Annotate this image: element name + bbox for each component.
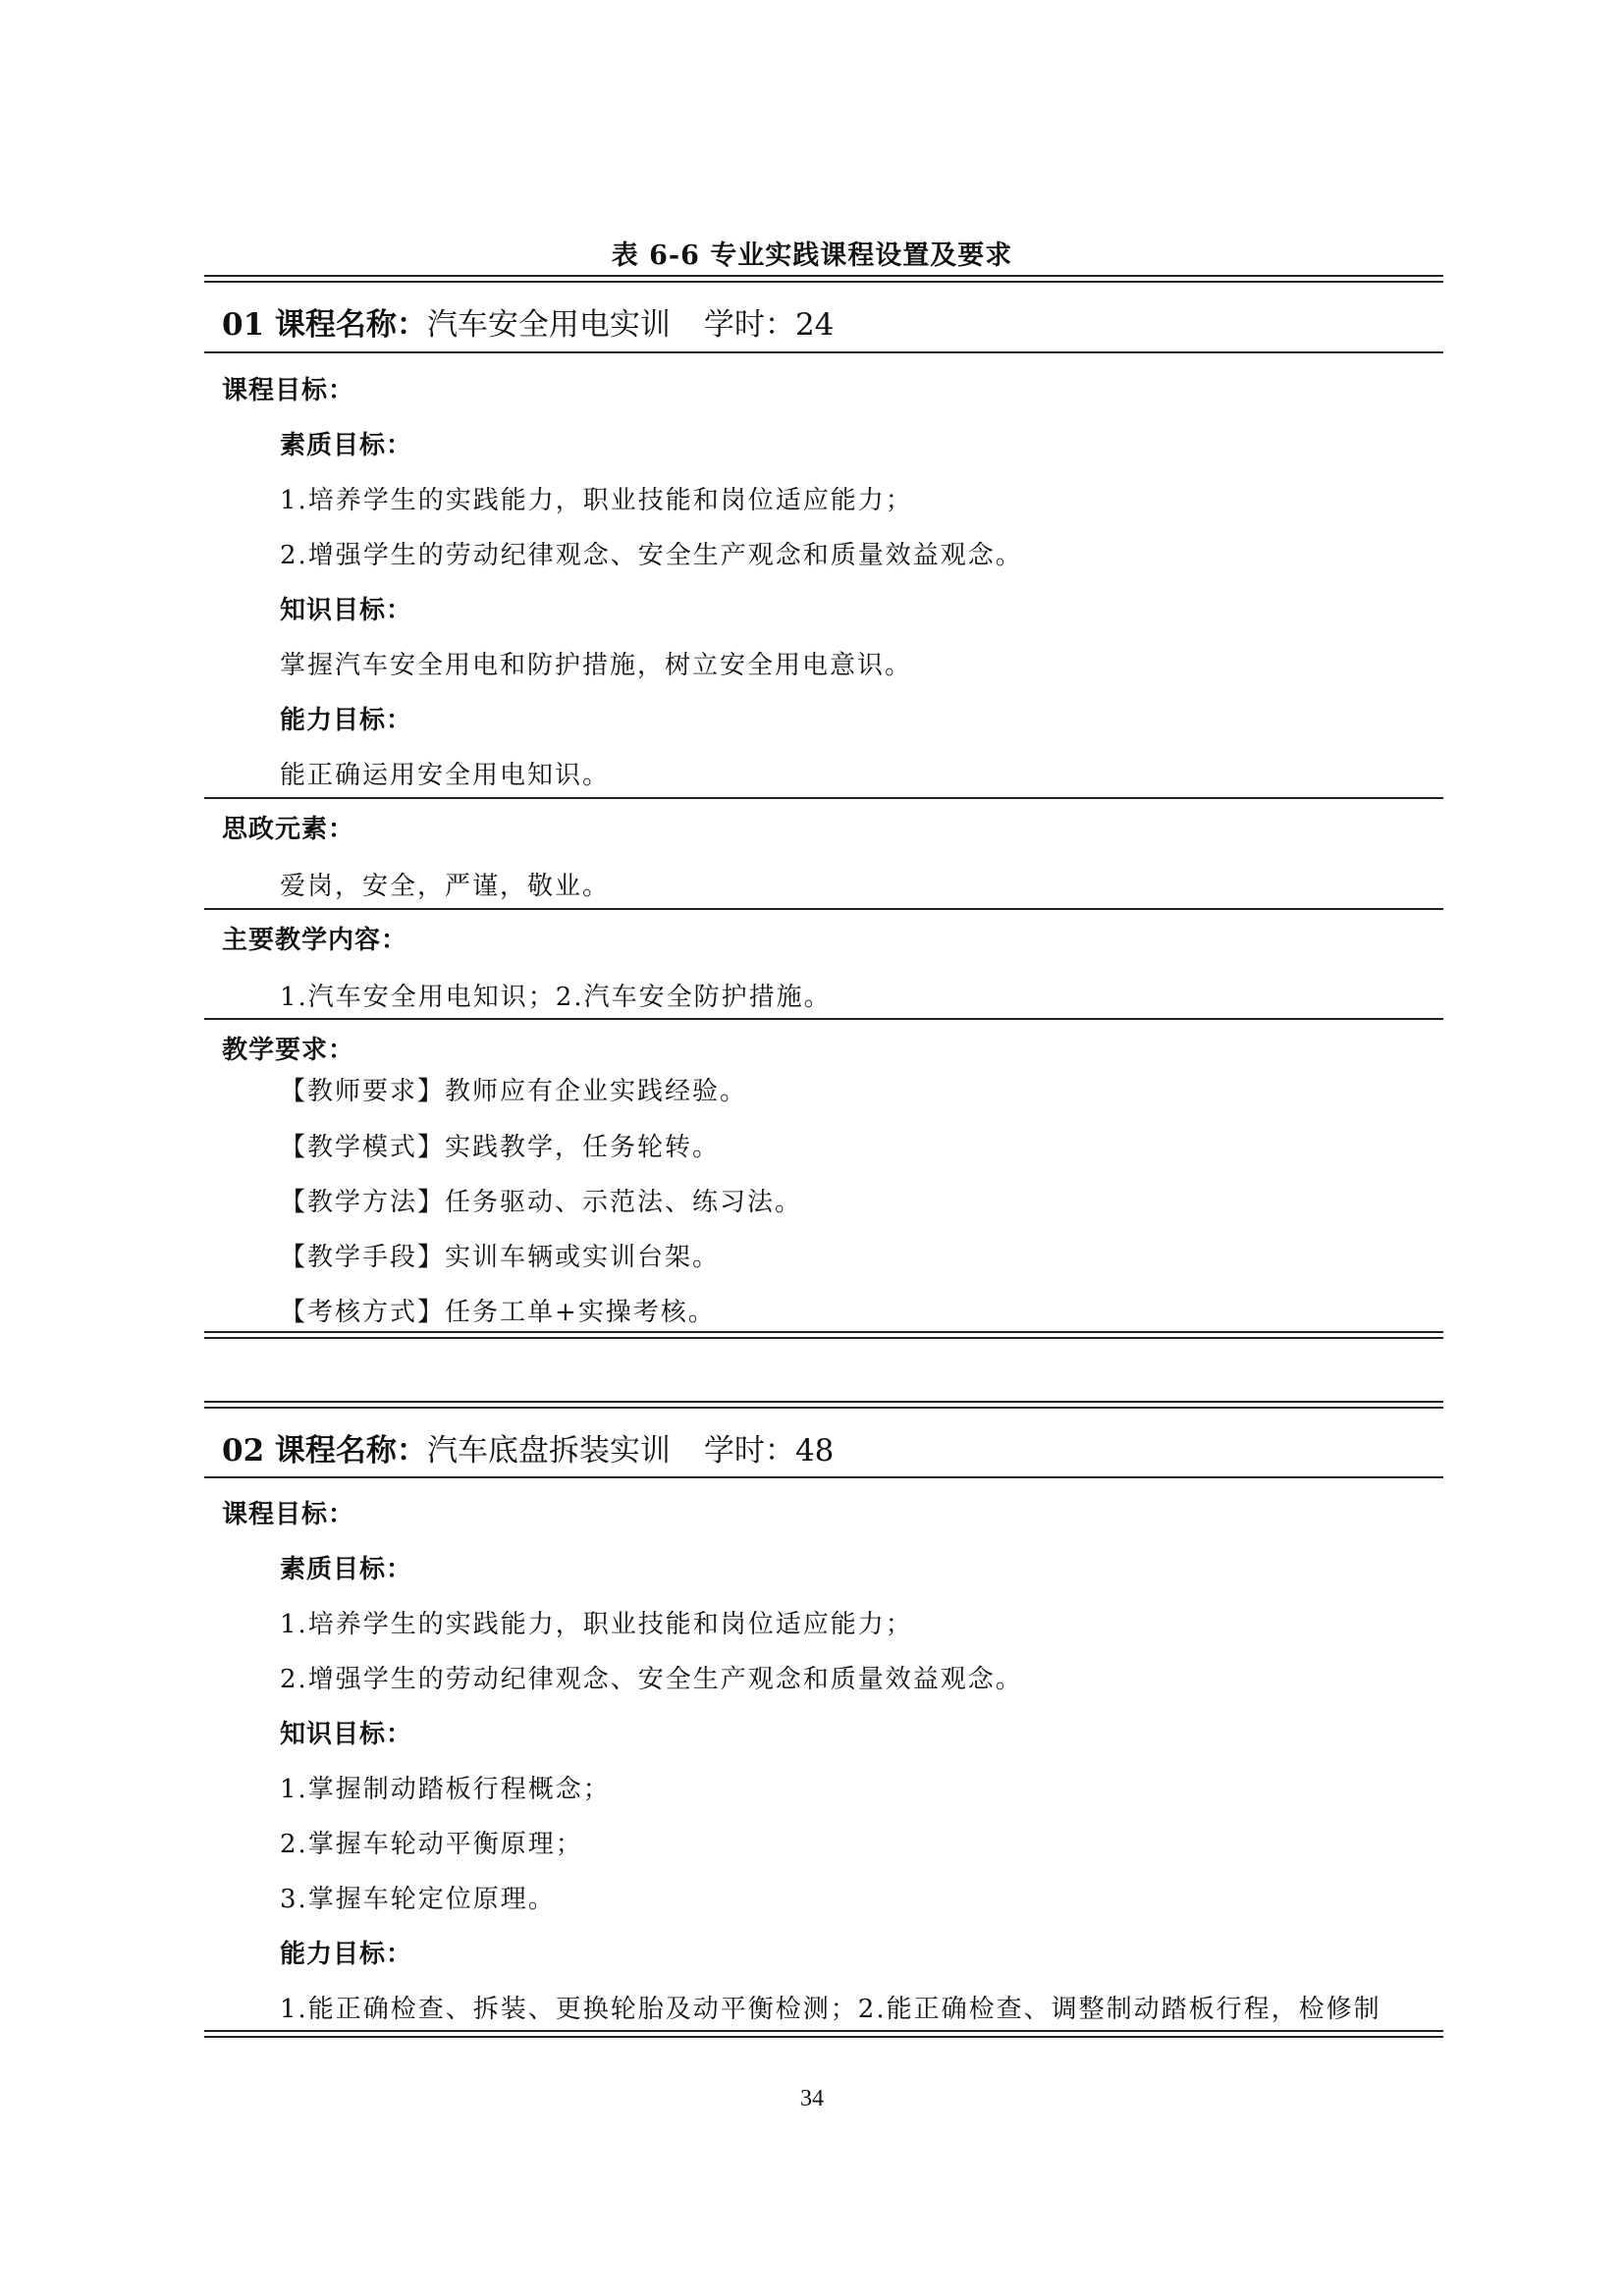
course-name-label: 01 课程名称： <box>222 307 427 343</box>
table-top-double-rule <box>204 275 1443 283</box>
ideology-heading: 思政元素： <box>222 815 355 844</box>
row-divider <box>204 1018 1443 1020</box>
course-hours: 48 <box>794 1433 835 1468</box>
course-hours-label: 学时： <box>703 307 795 343</box>
knowledge-heading: 知识目标： <box>280 596 413 625</box>
course-name: 汽车底盘拆装实训 <box>426 1433 671 1468</box>
course-name-label: 02 课程名称： <box>222 1433 427 1468</box>
requirement-item: 【教学手段】实训车辆或实训台架。 <box>280 1243 721 1272</box>
knowledge-item: 3.掌握车轮定位原理。 <box>280 1885 556 1914</box>
ability-heading: 能力目标： <box>280 1940 413 1969</box>
row-divider <box>204 908 1443 910</box>
ability-item: 1.能正确检查、拆装、更换轮胎及动平衡检测；2.能正确检查、调整制动踏板行程，检修制 <box>280 1995 1381 2024</box>
quality-item: 2.增强学生的劳动纪律观念、安全生产观念和质量效益观念。 <box>280 1665 1023 1694</box>
requirement-item: 【教学模式】实践教学，任务轮转。 <box>280 1133 721 1162</box>
requirement-item: 【考核方式】任务工单+实操考核。 <box>280 1298 716 1327</box>
table-title: 表 6-6 专业实践课程设置及要求 <box>611 240 1013 271</box>
knowledge-item: 1.掌握制动踏板行程概念； <box>280 1775 611 1804</box>
row-divider <box>204 1476 1443 1478</box>
ability-item: 能正确运用安全用电知识。 <box>280 761 611 790</box>
course-1-header <box>222 305 834 345</box>
goals-heading: 课程目标： <box>222 1500 355 1529</box>
quality-heading: 素质目标： <box>280 431 413 460</box>
table-top-double-rule <box>204 1401 1443 1409</box>
content-item: 1.汽车安全用电知识；2.汽车安全防护措施。 <box>280 983 832 1012</box>
page-number: 34 <box>800 2086 824 2111</box>
quality-item: 2.增强学生的劳动纪律观念、安全生产观念和质量效益观念。 <box>280 541 1023 570</box>
knowledge-item: 掌握汽车安全用电和防护措施，树立安全用电意识。 <box>280 651 913 680</box>
quality-item: 1.培养学生的实践能力，职业技能和岗位适应能力； <box>280 486 913 515</box>
course-hours-label: 学时： <box>703 1433 795 1468</box>
ideology-item: 爱岗，安全，严谨，敬业。 <box>280 872 611 901</box>
goals-heading: 课程目标： <box>222 376 355 405</box>
quality-heading: 素质目标： <box>280 1555 413 1584</box>
ability-heading: 能力目标： <box>280 706 413 735</box>
requirement-item: 【教师要求】教师应有企业实践经验。 <box>280 1077 748 1106</box>
row-divider <box>204 351 1443 353</box>
table-bottom-double-rule <box>204 1331 1443 1339</box>
course-2-header <box>222 1431 834 1470</box>
course-hours: 24 <box>794 307 835 343</box>
row-divider <box>204 797 1443 799</box>
table-bottom-double-rule <box>204 2030 1443 2038</box>
requirements-heading: 教学要求： <box>222 1036 355 1065</box>
course-name: 汽车安全用电实训 <box>426 307 671 343</box>
quality-item: 1.培养学生的实践能力，职业技能和岗位适应能力； <box>280 1610 913 1639</box>
requirement-item: 【教学方法】任务驱动、示范法、练习法。 <box>280 1188 803 1217</box>
knowledge-heading: 知识目标： <box>280 1720 413 1749</box>
knowledge-item: 2.掌握车轮动平衡原理； <box>280 1830 583 1859</box>
content-heading: 主要教学内容： <box>222 926 408 955</box>
